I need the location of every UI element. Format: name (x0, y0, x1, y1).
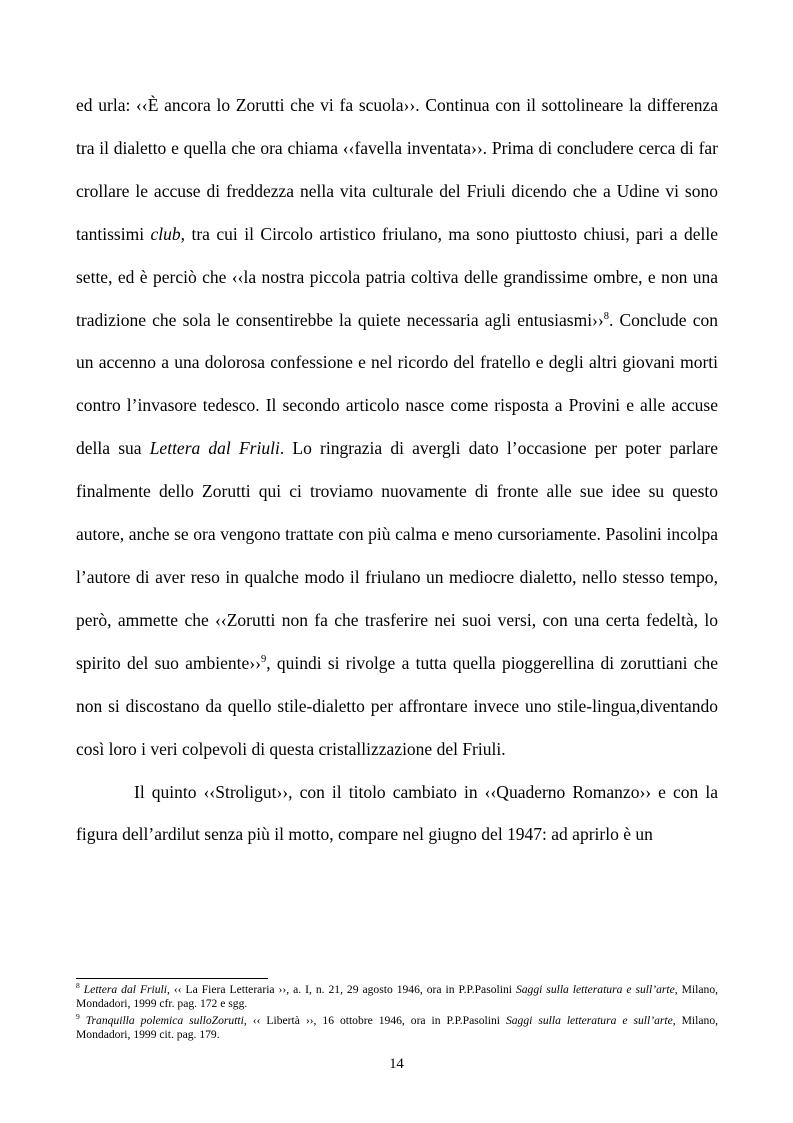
footnote-book-title: Saggi sulla letteratura e sull’arte (515, 983, 675, 996)
footnotes (76, 983, 718, 1045)
paragraph-1-text: . Conclude con un accenno a una dolorosa confessione e nel ricordo del fratello e degli altri giovani morti contro l’invasore tedesco. Il secondo articolo nasce come risposta a Provini e alle accuse della sua (76, 309, 718, 459)
footnote-title: Tranquilla polemica sulloZorutti (85, 1014, 244, 1027)
paragraph-1-text: , quindi si rivolge a tutta quella pioggerellina di zoruttiani che non si discostano da quello stile-dialetto per affrontare invece uno stile-lingua,diventando così loro i veri colpevoli di questa cristallizzazione del Friuli. (76, 652, 718, 759)
footnote-number: 8 (76, 981, 80, 991)
footnote-9 (76, 1014, 718, 1042)
footnote-text: , Milano, Mondadori, 1999 cfr. pag. 172 e sgg. (76, 983, 719, 1010)
footnote-text: , Milano, Mondadori, 1999 cit. pag. 179. (76, 1014, 719, 1041)
footnote-text: , ‹‹ Libertà ››, 16 ottobre 1946, ora in P.P.Pasolini (243, 1014, 506, 1027)
italic-club: club (150, 223, 181, 244)
page-number: 14 (389, 1056, 404, 1072)
paragraph-2: Il quinto ‹‹Stroligut››, con il titolo cambiato in ‹‹Quaderno Romanzo›› e con la figura dell’ardilut senza più il motto, compare nel giugno del 1947: ad aprirlo è un (76, 781, 718, 845)
paragraph-1 (76, 84, 718, 771)
footnote-ref-8: 8 (603, 310, 609, 322)
footnote-title: Lettera dal Friuli (83, 983, 167, 996)
italic-lettera-dal-friuli: Lettera dal Friuli (149, 438, 280, 459)
footnote-separator (76, 978, 268, 979)
paragraph-1-text: . Lo ringrazia di avergli dato l’occasione per poter parlare finalmente dello Zorutti qui ci troviamo nuovamente di fronte alle sue idee su questo autore, anche se ora vengono trattate con più calma e meno cursoriamente. Pasolini incolpa l’autore di aver reso in qualche modo il friulano un mediocre dialetto, nello stesso tempo, però, ammette che ‹‹Zorutti non fa che trasferire nei suoi versi, con una certa fedeltà, lo spirito del suo ambiente›› (76, 438, 719, 673)
footnote-number: 9 (76, 1012, 80, 1022)
footnote-8 (76, 983, 718, 1011)
paragraph-1-text: , tra cui il Circolo artistico friulano, ma sono piuttosto chiusi, pari a delle sette, ed è perciò che ‹‹la nostra piccola patria coltiva delle grandissime ombre, e non una tradizione che sola le consentirebbe la quiete necessaria agli entusiasmi›› (76, 223, 718, 330)
footnote-text: , ‹‹ La Fiera Letteraria ››, a. I, n. 21, 29 agosto 1946, ora in P.P.Pasolini (167, 983, 516, 996)
footnote-book-title: Saggi sulla letteratura e sull’arte (505, 1014, 673, 1027)
paragraph-1-text: ed urla: ‹‹È ancora lo Zorutti che vi fa scuola››. Continua con il sottolineare la differenza tra il dialetto e quella che ora chiama ‹‹favella inventata››. Prima di concludere cerca di far crollare le accuse di freddezza nella vita culturale del Friuli dicendo che a Udine vi sono tantissimi (76, 95, 718, 244)
body-text (76, 84, 718, 856)
footnote-ref-9: 9 (260, 653, 267, 665)
